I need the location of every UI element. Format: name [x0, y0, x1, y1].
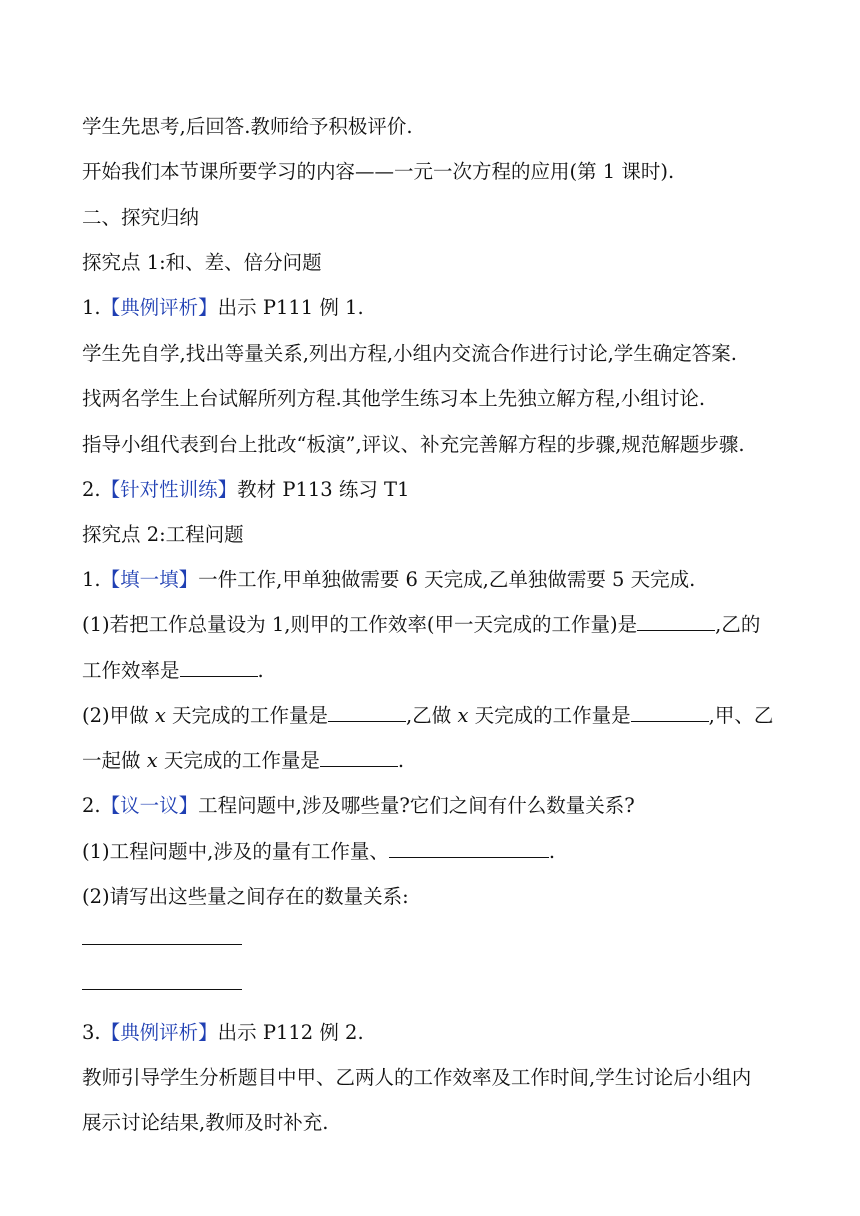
answer-blank[interactable] — [637, 612, 715, 631]
activity-tag: 【填一填】 — [100, 568, 199, 591]
answer-blank[interactable] — [320, 748, 398, 767]
answer-blank[interactable] — [180, 658, 258, 677]
question-text: (2)甲做 — [82, 704, 155, 727]
item-text: 出示 P112 例 2. — [217, 1021, 364, 1044]
question-text: 工作效率是 — [82, 659, 180, 682]
fill-in-question — [82, 748, 782, 774]
question-text: ,甲、乙 — [708, 704, 774, 727]
fill-in-question — [82, 703, 782, 729]
item-number: 3. — [82, 1021, 101, 1044]
question-text: . — [548, 840, 556, 863]
question-text: ,乙做 — [406, 704, 458, 727]
activity-tag: 【议一议】 — [100, 794, 199, 817]
answer-blank[interactable] — [328, 703, 406, 722]
item-text: 一件工作,甲单独做需要 6 天完成,乙单独做需要 5 天完成. — [198, 568, 696, 591]
question-text: 天完成的工作量是 — [165, 704, 329, 727]
question-text: 天完成的工作量是 — [468, 704, 631, 727]
answer-blank[interactable] — [389, 839, 549, 858]
activity-item — [82, 295, 782, 321]
paragraph: 展示讨论结果,教师及时补充. — [82, 1111, 329, 1134]
fill-in-question — [82, 839, 782, 865]
question-text: . — [257, 659, 264, 682]
paragraph: 找两名学生上台试解所列方程.其他学生练习本上先独立解方程,小组讨论. — [82, 387, 706, 410]
subsection-heading: 探究点 2:工程问题 — [82, 523, 244, 546]
question-text: ,乙的 — [715, 613, 761, 636]
variable-x: x — [146, 749, 158, 772]
activity-tag: 【典例评析】 — [100, 1021, 218, 1044]
item-text: 工程问题中,涉及哪些量?它们之间有什么数量关系? — [198, 794, 635, 817]
section-heading: 二、探究归纳 — [82, 206, 200, 229]
subsection-heading: 探究点 1:和、差、倍分问题 — [82, 251, 322, 274]
fill-in-question — [82, 658, 782, 684]
variable-x: x — [154, 704, 166, 727]
variable-x: x — [457, 704, 469, 727]
question-text: . — [397, 749, 405, 772]
paragraph: 指导小组代表到台上批改“板演”,评议、补充完善解方程的步骤,规范解题步骤. — [82, 433, 745, 456]
answer-line[interactable] — [82, 944, 242, 945]
question-text: 一起做 — [82, 749, 147, 772]
item-text: 教材 P113 练习 T1 — [237, 478, 410, 501]
activity-item — [82, 793, 782, 819]
paragraph: 学生先思考,后回答.教师给予积极评价. — [82, 115, 413, 138]
item-number: 2. — [82, 478, 101, 501]
item-number: 2. — [82, 794, 101, 817]
paragraph: (2)请写出这些量之间存在的数量关系: — [82, 885, 409, 908]
activity-item — [82, 477, 782, 503]
paragraph: 开始我们本节课所要学习的内容——一元一次方程的应用(第 1 课时). — [82, 160, 675, 183]
question-text: (1)若把工作总量设为 1,则甲的工作效率(甲一天完成的工作量)是 — [82, 613, 638, 636]
paragraph: 教师引导学生分析题目中甲、乙两人的工作效率及工作时间,学生讨论后小组内 — [82, 1066, 752, 1089]
answer-blank[interactable] — [631, 703, 709, 722]
activity-tag: 【针对性训练】 — [100, 478, 238, 501]
activity-tag: 【典例评析】 — [100, 296, 218, 319]
answer-line[interactable] — [82, 989, 242, 990]
activity-item — [82, 567, 782, 593]
item-text: 出示 P111 例 1. — [217, 296, 364, 319]
question-text: (1)工程问题中,涉及的量有工作量、 — [82, 840, 389, 863]
activity-item — [82, 1020, 782, 1046]
item-number: 1. — [82, 296, 101, 319]
paragraph: 学生先自学,找出等量关系,列出方程,小组内交流合作进行讨论,学生确定答案. — [82, 342, 737, 365]
item-number: 1. — [82, 568, 101, 591]
question-text: 天完成的工作量是 — [157, 749, 320, 772]
fill-in-question — [82, 612, 782, 638]
